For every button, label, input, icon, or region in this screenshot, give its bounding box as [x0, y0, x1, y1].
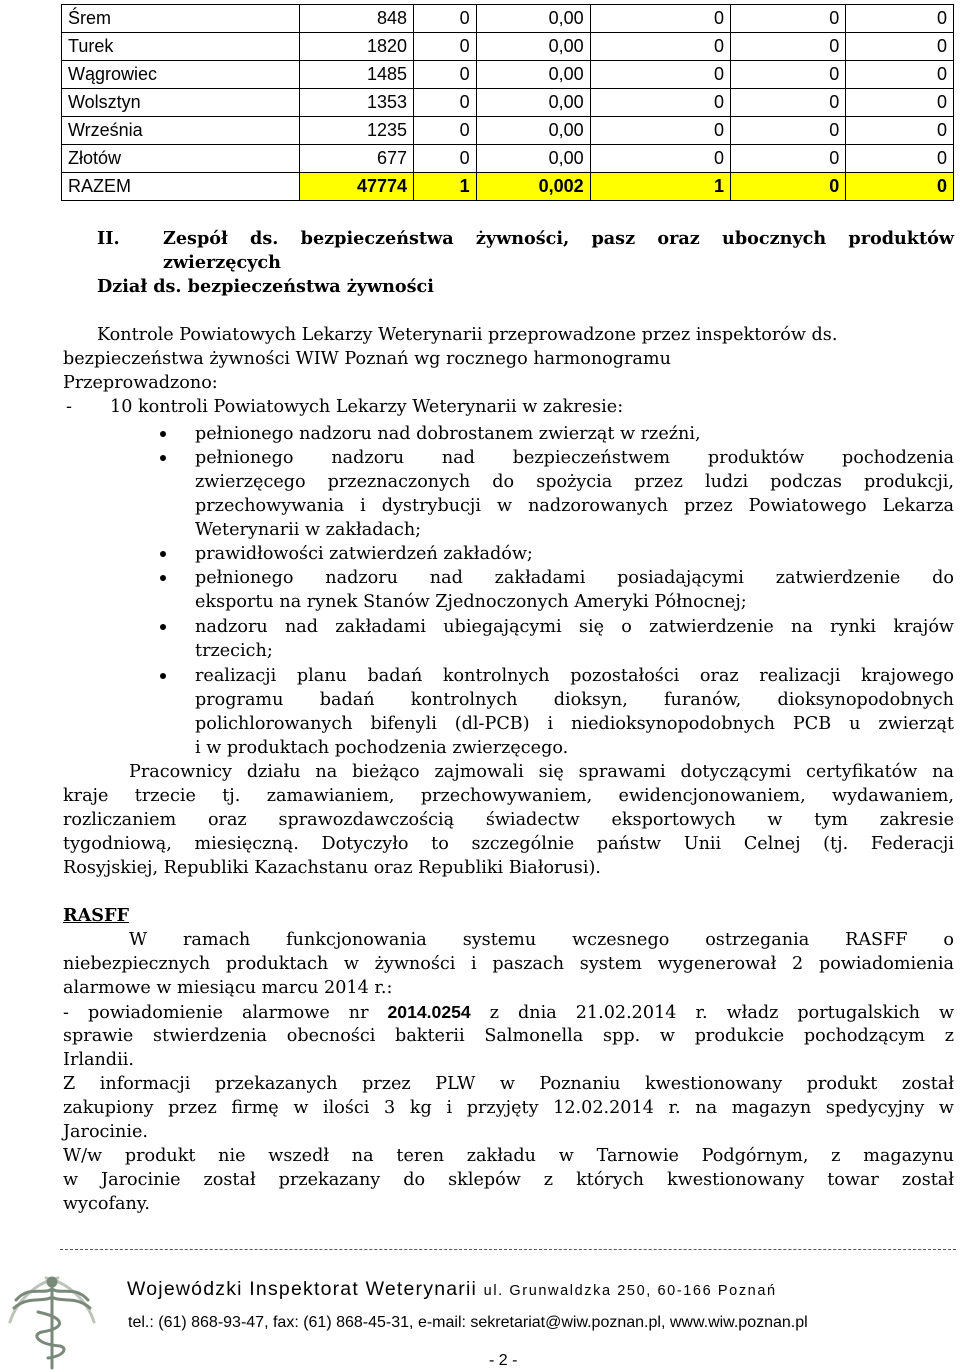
paragraph-line: Jarocinie. [63, 1122, 148, 1142]
paragraph-line: Rosyjskiej, Republiki Kazachstanu oraz Republiki Białorusi). [63, 858, 601, 878]
table-cell: 1235 [300, 117, 414, 145]
table-row [62, 145, 954, 173]
paragraph-line: zakupiony przez firmę w ilości 3 kg i przyjęty 12.02.2014 r. na magazyn spedycyjny w [63, 1098, 954, 1118]
district-name: Śrem [62, 5, 300, 33]
paragraph-line: niebezpiecznych produktach w żywności i paszach system wygenerował 2 powiadomienia [63, 954, 954, 974]
paragraph-line: kraje trzecie tj. zamawianiem, przechowywaniem, ewidencjonowaniem, wydawaniem, [63, 786, 954, 806]
table-row [62, 33, 954, 61]
total-cell: 1 [590, 173, 730, 201]
list-item-line: trzecich; [195, 641, 273, 661]
table-row [62, 89, 954, 117]
section-title-line2: zwierzęcych [163, 252, 281, 273]
bullet-icon [160, 624, 166, 630]
table-cell: 0 [846, 5, 954, 33]
list-item-line: przechowywania i dystrybucji w nadzorowanych przez Powiatowego Lekarza [195, 496, 954, 516]
paragraph-line: tygodniową, miesięczną. Dotyczyło to szczególnie państw Unii Celnej (tj. Federacji [63, 834, 954, 854]
table-cell: 0 [730, 89, 845, 117]
total-label: RAZEM [62, 173, 300, 201]
table-cell: 0 [846, 89, 954, 117]
total-row [62, 173, 954, 201]
paragraph-line: Pracownicy działu na bieżąco zajmowali się sprawami dotyczącymi certyfikatów na [129, 762, 954, 782]
footer-divider [60, 1249, 956, 1250]
table-cell: 0 [730, 5, 845, 33]
table-cell: 0 [730, 33, 845, 61]
paragraph-line: W ramach funkcjonowania systemu wczesnego ostrzegania RASFF o [129, 930, 954, 950]
table-row [62, 61, 954, 89]
table-cell: 0,00 [476, 117, 590, 145]
table-cell: 0,00 [476, 145, 590, 173]
district-name: Złotów [62, 145, 300, 173]
list-item-line: programu badań kontrolnych dioksyn, furanów, dioksynopodobnych [195, 690, 954, 710]
table-cell: 0 [590, 61, 730, 89]
table-cell: 0 [590, 33, 730, 61]
intro-line-2: bezpieczeństwa żywności WIW Poznań wg rocznego harmonogramu [63, 349, 671, 369]
bullet-icon [160, 575, 166, 581]
paragraph-line: W/w produkt nie wszedł na teren zakładu w Tarnowie Podgórnym, z magazynu [63, 1146, 954, 1166]
section-title-line1: Zespół ds. bezpieczeństwa żywności, pasz oraz ubocznych produktów [163, 228, 954, 249]
paragraph-line: rozliczaniem oraz sprawozdawczością świadectw eksportowych w tym zakresie [63, 810, 954, 830]
list-item-line: pełnionego nadzoru nad bezpieczeństwem produktów pochodzenia [195, 448, 954, 468]
list-item-line: prawidłowości zatwierdzeń zakładów; [195, 544, 533, 564]
paragraph-line: w Jarocinie został przekazany do sklepów z których kwestionowany towar został [63, 1170, 954, 1190]
table-cell: 0 [590, 89, 730, 117]
district-name: Wolsztyn [62, 89, 300, 117]
notification-prefix: - powiadomienie alarmowe nr [63, 1003, 388, 1023]
institution-address: ul. Grunwaldzka 250, 60-166 Poznań [483, 1283, 777, 1299]
district-name: Września [62, 117, 300, 145]
total-cell: 47774 [300, 173, 414, 201]
page-number: - 2 - [489, 1352, 518, 1369]
table-cell: 0,00 [476, 61, 590, 89]
paragraph-line: Irlandii. [63, 1050, 134, 1070]
list-item-line: polichlorowanych bifenyli (dl-PCB) i niedioksynopodobnych PCB u zwierząt [195, 714, 954, 734]
table-cell: 1820 [300, 33, 414, 61]
district-name: Wągrowiec [62, 61, 300, 89]
table-cell: 0 [846, 117, 954, 145]
total-cell: 0,002 [476, 173, 590, 201]
list-item-line: Weterynarii w zakładach; [195, 520, 422, 540]
table-cell: 0,00 [476, 89, 590, 117]
bullet-icon [160, 673, 166, 679]
bullet-icon [160, 551, 166, 557]
table-cell: 0 [414, 61, 477, 89]
total-cell: 0 [846, 173, 954, 201]
table-cell: 0 [414, 117, 477, 145]
list-item-line: realizacji planu badań kontrolnych pozostałości oraz realizacji krajowego [195, 666, 954, 686]
table-cell: 1485 [300, 61, 414, 89]
institution-name [127, 1278, 777, 1301]
table-row [62, 117, 954, 145]
table-cell: 0 [590, 117, 730, 145]
list-item-line: zwierzęcego przeznaczonych do spożycia przez ludzi podczas produkcji, [195, 472, 954, 492]
bullet-icon [160, 455, 166, 461]
notification-line [63, 1000, 954, 1025]
notification-number: 2014.0254 [387, 1002, 471, 1022]
district-statistics-table [61, 4, 954, 201]
list-dash: - [66, 397, 72, 417]
table-cell: 0 [730, 145, 845, 173]
paragraph-line: alarmowe w miesiącu marcu 2014 r.: [63, 978, 393, 998]
table-cell: 0 [846, 61, 954, 89]
paragraph-line: sprawie stwierdzenia obecności bakterii Salmonella spp. w produkcie pochodzącym z [63, 1026, 954, 1046]
table-cell: 0 [846, 145, 954, 173]
caduceus-logo-icon [2, 1272, 102, 1372]
institution-title: Wojewódzki Inspektorat Weterynarii [127, 1278, 478, 1300]
table-cell: 0 [414, 33, 477, 61]
table-cell: 0 [414, 89, 477, 117]
list-item-line: nadzoru nad zakładami ubiegającymi się o zatwierdzenie na rynki krajów [195, 617, 954, 637]
table-cell: 848 [300, 5, 414, 33]
intro-line-4: 10 kontroli Powiatowych Lekarzy Weterynarii w zakresie: [110, 397, 624, 417]
table-cell: 0 [590, 5, 730, 33]
paragraph-line: wycofany. [63, 1194, 150, 1214]
section-number: II. [97, 228, 120, 249]
table-cell: 0,00 [476, 33, 590, 61]
list-item-line: eksportu na rynek Stanów Zjednoczonych Ameryki Północnej; [195, 592, 747, 612]
table-cell: 0,00 [476, 5, 590, 33]
notification-suffix: z dnia 21.02.2014 r. władz portugalskich w [470, 1003, 955, 1023]
table-row [62, 5, 954, 33]
total-cell: 0 [730, 173, 845, 201]
district-name: Turek [62, 33, 300, 61]
paragraph-line: Z informacji przekazanych przez PLW w Poznaniu kwestionowany produkt został [63, 1074, 954, 1094]
table-cell: 0 [590, 145, 730, 173]
list-item-line: pełnionego nadzoru nad dobrostanem zwierząt w rzeźni, [195, 424, 701, 444]
list-item-line: i w produktach pochodzenia zwierzęcego. [195, 738, 569, 758]
bullet-icon [160, 431, 166, 437]
intro-line-1: Kontrole Powiatowych Lekarzy Weterynarii przeprowadzone przez inspektorów ds. [97, 325, 838, 345]
table-cell: 0 [414, 145, 477, 173]
table-cell: 0 [730, 61, 845, 89]
rasff-heading: RASFF [63, 905, 129, 926]
intro-line-3: Przeprowadzono: [63, 373, 218, 393]
contact-line: tel.: (61) 868-93-47, fax: (61) 868-45-31, e-mail: sekretariat@wiw.poznan.pl, www.wiw.poznan.pl [128, 1314, 808, 1331]
table-cell: 0 [730, 117, 845, 145]
table-cell: 0 [846, 33, 954, 61]
list-item-line: pełnionego nadzoru nad zakładami posiadającymi zatwierdzenie do [195, 568, 954, 588]
table-cell: 1353 [300, 89, 414, 117]
section-subtitle: Dział ds. bezpieczeństwa żywności [97, 276, 434, 297]
table-cell: 677 [300, 145, 414, 173]
total-cell: 1 [414, 173, 477, 201]
table-cell: 0 [414, 5, 477, 33]
